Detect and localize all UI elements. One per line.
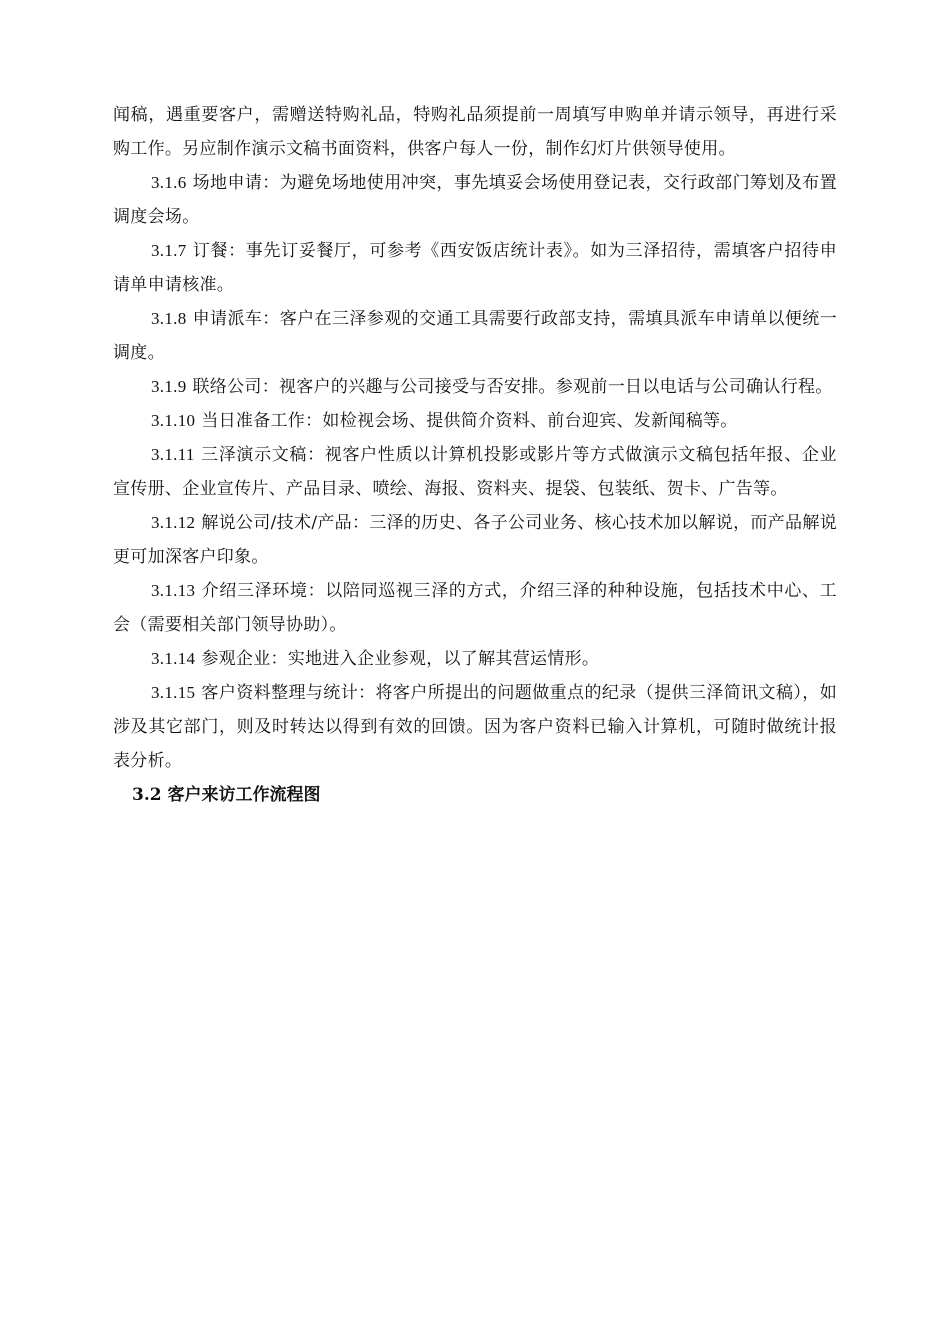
paragraph-number: 3.1.11 (151, 445, 195, 464)
paragraph-number: 3.1.14 (151, 649, 196, 668)
paragraph-number: 3.1.8 (151, 309, 187, 328)
paragraph-text: 当日准备工作：如检视会场、提供简介资料、前台迎宾、发新闻稿等。 (201, 411, 738, 431)
paragraph-3-1-11 (113, 438, 837, 506)
paragraph-3-1-12 (113, 506, 837, 574)
paragraph-text: 闻稿，遇重要客户，需赠送特购礼品，特购礼品须提前一周填写申购单并请示领导，再进行采购工作。另应制作演示文稿书面资料，供客户每人一份，制作幻灯片供领导使用。 (113, 105, 837, 159)
paragraph-number: 3.1.13 (151, 581, 196, 600)
section-heading: 3.2 客户来访工作流程图 (132, 785, 321, 805)
paragraph-3-1-15 (113, 676, 837, 778)
paragraph-text: 客户资料整理与统计：将客户所提出的问题做重点的纪录（提供三泽简讯文稿），如涉及其它部门，则及时转达以得到有效的回馈。因为客户资料已输入计算机，可随时做统计报表分析。 (113, 683, 837, 771)
paragraph-continuation (113, 98, 837, 166)
paragraph-number: 3.1.12 (151, 513, 196, 532)
paragraph-3-1-14 (113, 642, 837, 676)
paragraph-number: 3.1.15 (151, 683, 196, 702)
paragraph-3-1-9 (113, 370, 837, 404)
document-body (113, 98, 837, 812)
paragraph-text: 解说公司/技术/产品：三泽的历史、各子公司业务、核心技术加以解说，而产品解说更可加深客户印象。 (113, 513, 837, 567)
paragraph-3-1-6 (113, 166, 837, 234)
paragraph-number: 3.1.10 (151, 411, 196, 430)
paragraph-text: 三泽演示文稿：视客户性质以计算机投影或影片等方式做演示文稿包括年报、企业宣传册、企业宣传片、产品目录、喷绘、海报、资料夹、提袋、包装纸、贺卡、广告等。 (113, 445, 837, 499)
paragraph-3-1-8 (113, 302, 837, 370)
paragraph-text: 参观企业：实地进入企业参观，以了解其营运情形。 (201, 649, 600, 669)
paragraph-3-1-10 (113, 404, 837, 438)
paragraph-3-1-7 (113, 234, 837, 302)
paragraph-number: 3.1.6 (151, 173, 187, 192)
paragraph-text: 订餐：事先订妥餐厅，可参考《西安饭店统计表》。如为三泽招待，需填客户招待申请单申请核准。 (113, 241, 837, 295)
paragraph-text: 介绍三泽环境：以陪同巡视三泽的方式，介绍三泽的种种设施，包括技术中心、工会（需要相关部门领导协助）。 (113, 581, 837, 635)
paragraph-3-1-13 (113, 574, 837, 642)
paragraph-text: 申请派车：客户在三泽参观的交通工具需要行政部支持，需填具派车申请单以便统一调度。 (113, 309, 837, 363)
paragraph-text: 联络公司：视客户的兴趣与公司接受与否安排。参观前一日以电话与公司确认行程。 (192, 377, 833, 397)
paragraph-text: 场地申请：为避免场地使用冲突，事先填妥会场使用登记表，交行政部门筹划及布置调度会场。 (113, 173, 837, 227)
paragraph-number: 3.1.7 (151, 241, 187, 260)
paragraph-number: 3.1.9 (151, 377, 187, 396)
